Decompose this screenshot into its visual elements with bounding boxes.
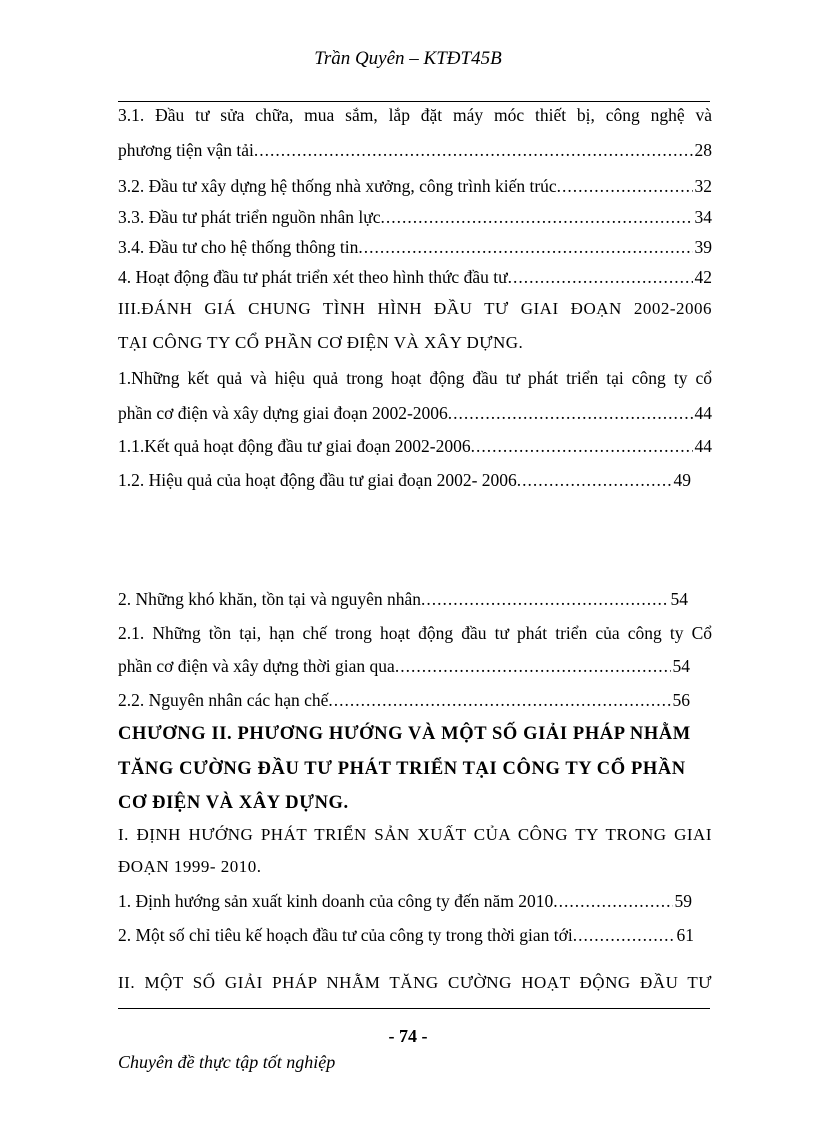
toc-3-1-line1: 3.1. Đầu tư sửa chữa, mua sắm, lắp đặt máy móc thiết bị, công nghệ và: [118, 105, 712, 125]
toc-entry-text: phần cơ điện và xây dựng thời gian qua: [118, 656, 395, 676]
toc-2: [118, 588, 688, 610]
toc-leader: [553, 890, 672, 912]
toc-entry-text: phần cơ điện và xây dựng giai đoạn 2002-2006: [118, 403, 448, 423]
toc-4: [118, 266, 712, 288]
toc-dinh-huong-1: [118, 890, 692, 912]
toc-leader: [421, 588, 668, 610]
toc-page-number: 39: [694, 237, 712, 257]
chapter-ii-heading-line2: TĂNG CƯỜNG ĐẦU TƯ PHÁT TRIỂN TẠI CÔNG TY CỔ PHẦN: [118, 759, 686, 779]
toc-2-1-line1: 2.1. Những tồn tại, hạn chế trong hoạt động đầu tư phát triển của công ty Cổ: [118, 623, 712, 643]
toc-1-line2: [118, 402, 712, 424]
toc-entry-text: 3.2. Đầu tư xây dựng hệ thống nhà xưởng, công trình kiến trúc: [118, 176, 557, 196]
toc-page-number: 61: [676, 925, 694, 945]
toc-leader: [573, 924, 675, 946]
toc-leader: [254, 139, 693, 161]
toc-page-number: 44: [694, 403, 712, 423]
toc-leader: [517, 469, 672, 491]
toc-3-1-line2: [118, 139, 712, 161]
toc-section-ii: II. MỘT SỐ GIẢI PHÁP NHẰM TĂNG CƯỜNG HOẠT ĐỘNG ĐẦU TƯ: [118, 973, 712, 992]
toc-page-number: 34: [694, 207, 712, 227]
toc-1-line1: 1.Những kết quả và hiệu quả trong hoạt động đầu tư phát triển tại công ty cổ: [118, 368, 712, 388]
toc-entry-text: 3.3. Đầu tư phát triển nguồn nhân lực: [118, 207, 381, 227]
toc-section-iii-line1: III.ĐÁNH GIÁ CHUNG TÌNH HÌNH ĐẦU TƯ GIAI ĐOẠN 2002-2006: [118, 299, 712, 318]
toc-entry-text: 3.4. Đầu tư cho hệ thống thông tin: [118, 237, 359, 257]
page-number: - 74 -: [388, 1026, 428, 1046]
toc-1-1: [118, 435, 712, 457]
toc-section-iii-line2: TẠI CÔNG TY CỔ PHẦN CƠ ĐIỆN VÀ XÂY DỰNG.: [118, 333, 524, 352]
toc-page-number: 44: [694, 436, 712, 456]
toc-3-2: [118, 175, 712, 197]
toc-leader: [557, 175, 693, 197]
toc-page-number: 28: [694, 140, 712, 160]
toc-dinh-huong-2: [118, 924, 694, 946]
toc-entry-text: 2. Một số chỉ tiêu kế hoạch đầu tư của công ty trong thời gian tới: [118, 925, 573, 945]
toc-leader: [471, 435, 693, 457]
footer-rule: [118, 1008, 710, 1009]
toc-page-number: 32: [694, 176, 712, 196]
toc-section-i-line1: I. ĐỊNH HƯỚNG PHÁT TRIỂN SẢN XUẤT CỦA CÔNG TY TRONG GIAI: [118, 825, 712, 844]
toc-1-2: [118, 469, 691, 491]
page-header: Trần Quyên – KTĐT45B: [314, 48, 502, 69]
toc-entry-text: 4. Hoạt động đầu tư phát triển xét theo hình thức đầu tư: [118, 267, 508, 287]
toc-entry-text: 1.1.Kết quả hoạt động đầu tư giai đoạn 2002-2006: [118, 436, 471, 456]
toc-3-4: [118, 236, 712, 258]
toc-page-number: 49: [673, 470, 691, 490]
chapter-ii-heading-line3: CƠ ĐIỆN VÀ XÂY DỰNG.: [118, 793, 349, 813]
toc-leader: [380, 206, 692, 228]
toc-page-number: 56: [672, 690, 690, 710]
toc-leader: [358, 236, 692, 258]
toc-entry-text: phương tiện vận tải: [118, 140, 254, 160]
toc-entry-text: 2.2. Nguyên nhân các hạn chế: [118, 690, 329, 710]
page-footer: Chuyên đề thực tập tốt nghiệp: [118, 1052, 336, 1072]
toc-leader: [328, 689, 670, 711]
toc-page-number: 59: [674, 891, 692, 911]
toc-leader: [448, 402, 693, 424]
toc-leader: [508, 266, 693, 288]
toc-2-2: [118, 689, 690, 711]
toc-section-i-line2: ĐOẠN 1999- 2010.: [118, 857, 262, 876]
toc-leader: [395, 655, 671, 677]
toc-page-number: 54: [670, 589, 688, 609]
header-rule: [118, 101, 710, 102]
toc-2-1-line2: [118, 655, 690, 677]
toc-entry-text: 1. Định hướng sản xuất kinh doanh của công ty đến năm 2010: [118, 891, 554, 911]
toc-entry-text: 1.2. Hiệu quả của hoạt động đầu tư giai đoạn 2002- 2006: [118, 470, 517, 490]
toc-page-number: 42: [694, 267, 712, 287]
toc-entry-text: 2. Những khó khăn, tồn tại và nguyên nhân: [118, 589, 422, 609]
toc-3-3: [118, 206, 712, 228]
chapter-ii-heading-line1: CHƯƠNG II. PHƯƠNG HƯỚNG VÀ MỘT SỐ GIẢI PHÁP NHẰM: [118, 724, 691, 744]
toc-page-number: 54: [672, 656, 690, 676]
